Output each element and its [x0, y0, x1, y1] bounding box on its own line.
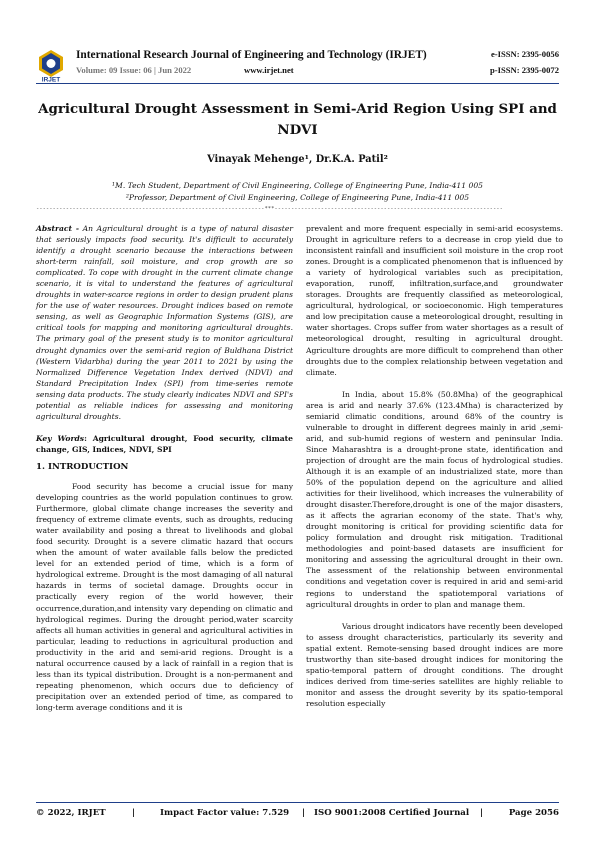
page-header [36, 48, 559, 82]
right-column [306, 223, 563, 709]
abstract-label: Abstract - [36, 224, 80, 233]
footer-separator: | [302, 808, 306, 818]
journal-name: International Research Journal of Engineering and Technology (IRJET) [76, 49, 427, 61]
pissn: p-ISSN: 2395-0072 [490, 65, 559, 75]
affiliation-1: ¹M. Tech Student, Department of Civil Engineering, College of Engineering Pune, India-411 005 [112, 181, 483, 190]
footer-separator: | [480, 808, 484, 818]
header-rule [36, 83, 559, 84]
footer-separator: | [132, 808, 136, 818]
volume-issue: Volume: 09 Issue: 06 | Jun 2022 [76, 65, 192, 75]
keywords-text: : Agricultural drought, Food security, climate change, GIS, Indices, NDVI, SPI [36, 433, 293, 454]
eissn: e-ISSN: 2395-0056 [490, 49, 559, 59]
footer-rule [36, 802, 559, 803]
journal-website-link[interactable]: www.irjet.net [244, 65, 294, 75]
footer-impact-factor: Impact Factor value: 7.529 [160, 808, 290, 818]
left-column [36, 223, 293, 713]
body-paragraph: Food security has become a crucial issue for many developing countries as the world population continues to grow. Furthermore, global climate change increases the severity and frequency of extreme climate events, such as droughts, reducing water availability and posing a threat to livelihoods and global food security. Drought is a severe climatic hazard that occurs when the amount of water available falls below the predicted level for an extended period of time, which is a form of hydrological extreme. Drought is the most damaging of all natural hazards in terms of societal damage. Droughts occur in practically every region of the world however, their occurrence,duration,and intensity vary depending on climatic and hydrological regimes. During the drought period,water scarcity affects all human activities in general and agricultural activities in particular, leading to reductions in agricultural production and productivity in the arid and semi-arid regions. Drought is a natural occurrence caused by a lack of rainfall in a region that is less than its typical distribution. Drought is a non-permanent and repeating phenomenon, which occurs due to deficiency of precipitation over an extended period of time, as compared to long-term average conditions and it is [36, 481, 293, 712]
body-paragraph: In India, about 15.8% (50.8Mha) of the geographical area is arid and nearly 37.6% (123.4Mha) is characterized by semiarid climatic conditions, around 68% of the country is vulnerable to drought in different degrees mainly in arid ,semi-arid, and sub-humid regions of western and peninsular India. Since Maharashtra is a drought-prone state, identification and projection of drought are the main focus of hydrological studies. Although it is an example of an industrialized state, more than 50% of the population depend on the agriculture and allied activities for their livelihood, which increases the vulnerability of drought disaster.Therefore,drought is one of the major disasters, as it affects the agrarian economy of the state. That's why, drought monitoring is critical for providing scientific data for policy formulation and drought risk mitigation. Traditional methodologies and point-based datasets are insufficient for monitoring and assessing the agricultural drought in their own. The assessment of the relationship between environmental conditions and vegetation cover is required in arid and semi-arid regions to understand the spatiotemporal variations of agricultural droughts in order to plan and manage them. [306, 389, 563, 609]
keywords-label: Key Words [36, 433, 85, 443]
body-paragraph: Various drought indicators have recently been developed to assess drought characteristics, particularly its severity and spatial extent. Remote-sensing based drought indices are more trustworthy than site-based drought indices for monitoring the spatio-temporal pattern of drought conditions. The drought indices derived from time-series satellites are highly reliable to monitor and assess the drought severity by its spatio-temporal resolution especially [306, 621, 563, 708]
paper-authors: Vinayak Mehenge¹, Dr.K.A. Patil² [207, 154, 388, 165]
paper-title: Agricultural Drought Assessment in Semi-Arid Region Using SPI and NDVI [38, 101, 557, 138]
separator-line: ---------------------------------------------------------------------***--------------------------------------------------------------------- [36, 206, 503, 212]
footer-copyright: © 2022, IRJET [36, 808, 106, 818]
body-paragraph: prevalent and more frequent especially in semi-arid ecosystems. Drought in agriculture refers to a decrease in crop yield due to inconsistent rainfall and insufficient soil moisture in the crop root zones. Drought is a complicated phenomenon that is influenced by a variety of hydrological variables such as precipitation, evaporation, runoff, infiltration,surface,and groundwater storages. Droughts are frequently classified as meteorological, agricultural, hydrological, or socioeconomic. High temperatures and low precipitation cause a meteorological drought, resulting in water shortages. Crops suffer from water shortages as a result of meteorological drought, resulting in agricultural drought. Agriculture droughts are more difficult to comprehend than other droughts due to the complex relationship between vegetation and climate. [306, 224, 563, 377]
irjet-logo-icon [36, 48, 66, 82]
footer-iso: ISO 9001:2008 Certified Journal [314, 808, 470, 818]
abstract-text: An Agricultural drought is a type of natural disaster that seriously impacts food security. It's difficult to accurately identify a drought scenario because the interactions between short-term rainfall, soil moisture, and crop growth are so complicated. To cope with drought in the current climate change scenario, it is vital to understand the features of agricultural droughts in water-scarce regions in order to design prudent plans for the use of water resources. Drought indices based on remote sensing, as well as Geographic Information Systems (GIS), are critical tools for mapping and monitoring agricultural droughts. The primary goal of the present study is to monitor agricultural drought dynamics over the semi-arid region of Buldhana District (Western Vidarbha) during the year 2011 to 2021 by using the Normalized Difference Vegetation Index derived (NDVI) and Standard Precipitation Index (SPI) from time-series remote sensing data products. The study clearly indicates NDVI and SPI's potential as reliable indices for assessing and monitoring agricultural droughts. [36, 224, 293, 421]
page-number: Page 2056 [508, 808, 559, 818]
keywords [36, 433, 293, 455]
section-heading-introduction: 1. INTRODUCTION [36, 461, 129, 472]
abstract [36, 223, 293, 422]
svg-text:IRJET: IRJET [41, 76, 61, 82]
affiliation-2: ²Professor, Department of Civil Engineering, College of Engineering Pune, India-411 005 [125, 193, 470, 202]
